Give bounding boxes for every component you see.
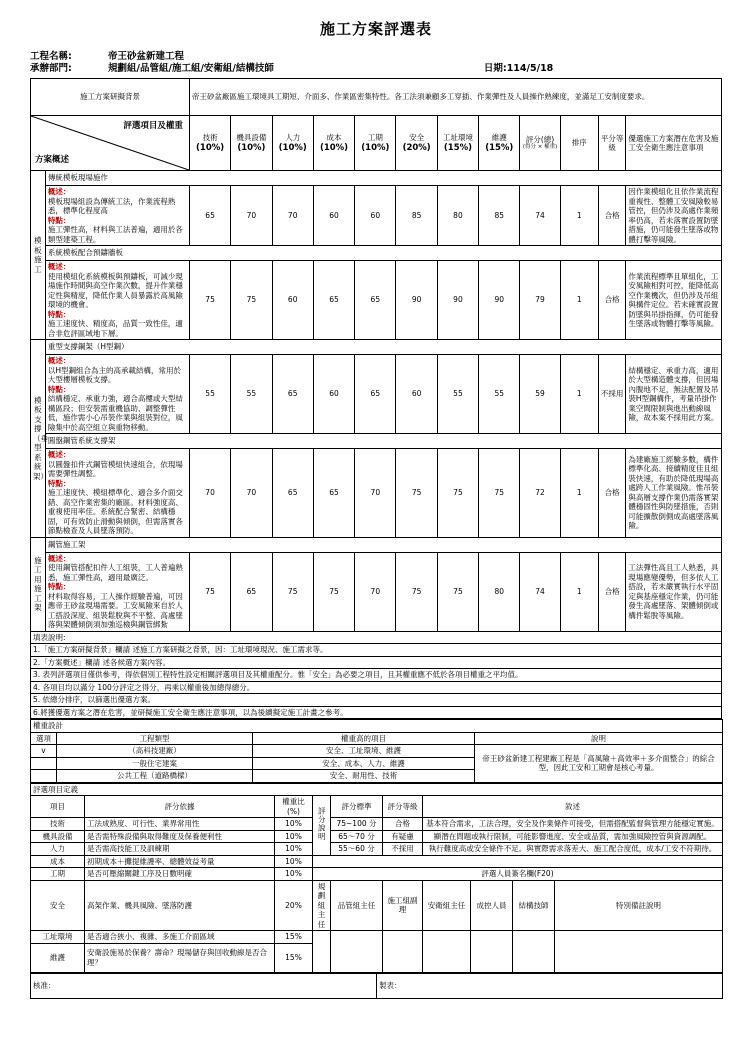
criterion-weight-pct: 15%	[275, 931, 313, 944]
column-header-project-type: 工程類型	[57, 732, 253, 745]
score-cell: 75	[231, 261, 272, 340]
score-cell: 75	[189, 552, 230, 631]
table-row	[31, 745, 723, 758]
background-text: 帝王砂盆廠區施工環境具工期短、介面多、作業區密集特性。各工法須兼顧多工穿插、作業彈性及人員操作熟練度，並滿足工安制度要求。	[189, 79, 721, 116]
criterion-weight: (20%)	[402, 142, 431, 153]
criterion-weight: (10%)	[237, 142, 266, 153]
criterion-header-cost	[313, 116, 354, 171]
score-cell: 60	[355, 186, 396, 246]
grade-cell: 合格	[598, 552, 626, 631]
high-weight-items-cell: 安全、工址環境、維護	[253, 745, 475, 758]
criterion-item: 機具設備	[31, 830, 85, 843]
criteria-definition-table	[30, 783, 723, 973]
criteria-axis-label: 評選項目及權重	[123, 121, 183, 131]
criteria-header-row	[31, 116, 722, 171]
score-cell: 75	[479, 449, 520, 538]
rank-cell: 1	[560, 355, 598, 434]
feature-text: 施工速度快、精度高，品質一致性佳，適合非危評區域地下層。	[47, 319, 183, 338]
notes-cell: 結構穩定、承重力高，適用於大型構造體支撐，但因場內腹地不足，無法配置及吊裝H型鋼構件，考量吊掛作業空間限制與進出動線風險，故本案不採用此方案。	[626, 355, 722, 434]
criterion-name: 工址環境	[442, 133, 473, 142]
criterion-weight: (15%)	[443, 142, 473, 153]
criteria-definition-header-row	[31, 796, 723, 818]
score-cell: 75	[396, 449, 437, 538]
department-row	[30, 63, 722, 75]
project-name-label: 工程名稱:	[30, 51, 72, 62]
instruction-row	[31, 681, 722, 694]
signatures-entry-row	[31, 931, 723, 944]
score-cell: 70	[355, 552, 396, 631]
criterion-item: 技術	[31, 818, 85, 831]
score-cell: 65	[189, 186, 230, 246]
signature-field-cost[interactable]	[471, 931, 513, 973]
score-cell: 90	[437, 261, 478, 340]
grade-cell: 不採用	[598, 355, 626, 434]
feature-text: 結構穩定、承重力強，適合高樓或大型結構區段；但安裝需重機協助、調整彈性低，施作需小心吊裝作業與組裝對位，風險集中於高空組立與重物移動。	[47, 394, 183, 432]
criterion-item: 成本	[31, 855, 85, 868]
score-cell: 60	[313, 186, 354, 246]
table-row	[31, 449, 722, 538]
column-header-basis: 評分依據	[85, 796, 275, 818]
criterion-weight-pct: 15%	[275, 943, 313, 972]
instruction-item: 2.「方案概述」欄請 述各候選方案內容。	[31, 656, 722, 669]
alternative-title: 圓盤鋼管系統支撐架	[45, 434, 721, 449]
criterion-item: 工址環境	[31, 931, 85, 944]
criterion-weight-pct: 10%	[275, 855, 313, 868]
overview-tag: 概述：	[47, 356, 71, 365]
criterion-weight-pct: 20%	[275, 880, 313, 931]
score-cell: 75	[313, 552, 354, 631]
criterion-name: 維護	[491, 133, 507, 142]
total-score-cell: 74	[520, 552, 560, 631]
project-type-cell: 公共工程（道路橋樑）	[57, 770, 253, 783]
instruction-item: 3. 表列評選項目僅供參考，得依個別工程特性設定相關評選項目及其權重配分。惟「安全」為必要之項目，且其權重應不低於各項目權重之平均值。	[31, 669, 722, 682]
score-cell: 70	[355, 449, 396, 538]
column-header-high-weight-items: 權重高的項目	[253, 732, 475, 745]
option-checkmark[interactable]	[31, 757, 57, 770]
rank-cell: 1	[560, 186, 598, 246]
signature-header-construction: 施工組副理	[383, 880, 423, 931]
total-score-cell: 74	[520, 186, 560, 246]
signature-field-remarks[interactable]	[555, 931, 723, 973]
score-cell: 75	[437, 552, 478, 631]
instructions-title-row	[31, 631, 722, 644]
table-row	[31, 186, 722, 246]
footer-row	[31, 973, 723, 998]
score-cell: 80	[437, 186, 478, 246]
overview-text: 使用鋼管搭配扣件人工組裝，工人普遍熟悉，施工彈性高，適用最廣泛。	[47, 563, 183, 582]
overview-tag: 概述：	[47, 450, 71, 459]
alternative-description	[45, 186, 189, 246]
alternative-title: 系統模板配合預鑄牆板	[45, 246, 721, 261]
criterion-header-site	[437, 116, 478, 171]
score-cell: 65	[272, 449, 313, 538]
score-cell: 75	[437, 449, 478, 538]
signature-header-planning: 規劃組主任	[313, 880, 331, 931]
alternative-name-row	[31, 434, 722, 449]
feature-tag: 特點：	[47, 478, 71, 488]
feature-tag: 特點：	[47, 309, 71, 319]
column-header-score-grade: 評分等級	[383, 796, 423, 818]
alternative-description	[45, 261, 189, 340]
feature-text: 材料取得容易，工人操作經驗普遍，可因應帝王砂盆現場需要。工安風險來自於人工搭設深度、組裝鬆脫與不平整、高處墜落與架體傾倒須加強巡檢與鋼管綁紮	[47, 591, 183, 629]
score-desc-cell: 執行難度高或安全條件不足。與實際需求落差大、施工配合度低，成本/工安不符期待。	[423, 843, 723, 856]
high-weight-items-cell: 安全、耐用性、技術	[253, 770, 475, 783]
signature-field-planning[interactable]	[313, 931, 331, 973]
score-cell: 85	[396, 186, 437, 246]
score-cell: 55	[231, 355, 272, 434]
overview-text: 模板現場組設為傳統工法，作業流程熟悉，標準化程度高	[47, 196, 176, 215]
grade-cell: 合格	[598, 449, 626, 538]
grade-cell: 合格	[598, 261, 626, 340]
instruction-item: 1.「施工方案研擬背景」欄請 述施工方案研擬之背景，因：工址環境現況、施工需求等。	[31, 644, 722, 657]
score-cell: 80	[479, 552, 520, 631]
criterion-name: 技術	[202, 133, 218, 142]
weight-design-title: 權重設計	[31, 720, 723, 733]
category-label-scaffold: 施工用施工架	[31, 537, 46, 631]
criteria-diagonal-header	[31, 116, 190, 171]
rank-cell: 1	[560, 449, 598, 538]
project-name-value: 帝王砂盆新建工程	[108, 51, 185, 62]
score-cell: 90	[396, 261, 437, 340]
alternative-name-row	[31, 340, 722, 355]
project-name-row	[30, 51, 722, 63]
score-cell: 65	[355, 355, 396, 434]
score-cell: 55	[189, 355, 230, 434]
table-row	[31, 843, 723, 856]
instruction-item: 5. 依總分排序，以篩選出優選方案。	[31, 694, 722, 707]
criterion-header-manpower	[272, 116, 313, 171]
criterion-basis: 初期成本＋攤提維護率、總體效益考量	[85, 855, 275, 868]
alternative-description	[45, 449, 189, 538]
signatures-header-row	[31, 880, 723, 931]
notes-cell: 作業流程標準且單組化，工安風險相對可控，能降低高空作業機次，但仍涉及吊組與構件定位。若未確實設置防墜與吊掛指揮，仍可能發生墜落或物體打擊等風險。	[626, 261, 722, 340]
signatures-title: 評選人員簽名欄(F20)	[313, 868, 723, 881]
score-range-cell: 65～70 分	[331, 830, 383, 843]
criterion-basis: 工法成熟度、可行性、業界常用性	[85, 818, 275, 831]
notes-cell: 工法彈性高且工人熟悉，具現場應變優勢，但多依人工搭設，若未嚴實執行水平固定與基座穩定作業，仍可能發生高處墜落、架體傾倒或構件鬆脫等風險。	[626, 552, 722, 631]
instruction-row	[31, 644, 722, 657]
total-score-cell: 59	[520, 355, 560, 434]
date-value: 日期:114/5/18	[483, 63, 554, 74]
score-desc-cell: 顯潛在問題或執行限制，可能影響進度、安全或品質，需加強風險控管與資源調配。	[423, 830, 723, 843]
instruction-item: 4. 各項目均以滿分 100分評定之得分，再乘以權重後加總得總分。	[31, 681, 722, 694]
table-row	[31, 818, 723, 831]
weight-design-header-row	[31, 732, 723, 745]
score-cell: 70	[272, 186, 313, 246]
score-cell: 75	[396, 552, 437, 631]
criterion-header-duration	[355, 116, 396, 171]
overview-text: 以圓盤扣件式鋼管模組快速組合，依現場需要彈性調整。	[47, 459, 183, 478]
criterion-weight: (10%)	[196, 142, 225, 153]
footer-signature-table	[30, 973, 723, 999]
criterion-basis: 是否需高技能工及訓練期	[85, 843, 275, 856]
criteria-definition-title-row	[31, 783, 723, 796]
signatures-title-row	[31, 868, 723, 881]
score-cell: 60	[272, 261, 313, 340]
document-meta	[30, 51, 722, 75]
criterion-basis: 是否適合狹小、複雜、多施工介面區域	[85, 931, 275, 944]
criterion-weight: (10%)	[319, 142, 349, 153]
instructions-title: 填表說明:	[31, 631, 722, 644]
score-range-cell: 55～60 分	[331, 843, 383, 856]
criterion-name: 人力	[285, 133, 301, 142]
signature-header-structural: 結構技師	[513, 880, 555, 931]
score-grade-cell: 合格	[383, 818, 423, 831]
signature-field-safety[interactable]	[423, 931, 471, 973]
criterion-header-maintenance	[479, 116, 520, 171]
signature-header-cost: 成控人員	[471, 880, 513, 931]
column-header-option: 選項	[31, 732, 57, 745]
feature-text: 施工彈性高，材料與工法普遍，適用於各類型建築工程。	[47, 225, 183, 244]
criterion-name: 安全	[409, 133, 425, 142]
signature-field-construction[interactable]	[383, 931, 423, 973]
total-label: 評分(總)	[525, 134, 555, 144]
criterion-header-notes: 優選施工方案潛在危害及施工安全衛生應注意事項	[626, 116, 722, 171]
page-title: 施工方案評選表	[319, 20, 432, 38]
criterion-name: 機具設備	[236, 133, 267, 142]
criterion-item: 維護	[31, 943, 85, 972]
column-header-description: 說明	[475, 732, 723, 745]
overview-tag: 概述：	[47, 553, 71, 563]
alternative-title: 傳統模板現場施作	[45, 171, 721, 186]
grade-cell: 合格	[598, 186, 626, 246]
score-cell: 55	[437, 355, 478, 434]
score-cell: 85	[479, 186, 520, 246]
notes-cell: 因作業模組化且依作業流程重複性、整體工安風險較易管控，但仍涉及高處作業頻率仍高，若未落實設置防墜措施，仍可能發生墜落或物體打擊等風險。	[626, 186, 722, 246]
column-header-weight-pct: 權重比(%)	[275, 796, 313, 818]
score-range-cell: 75~100 分	[331, 818, 383, 831]
category-label-formwork: 模板施工	[31, 171, 46, 340]
weight-design-note: 帝王砂盆新建工程建廠工程是「高風險＋高效率＋多介面整合」的綜合型，因此工安和工期會是核心考量。	[475, 745, 723, 783]
signature-header-qc: 品管組主任	[331, 880, 383, 931]
score-legend-label-text: 評分說明	[317, 807, 327, 841]
score-cell: 90	[479, 261, 520, 340]
criterion-header-rank: 排序	[560, 116, 598, 171]
score-cell: 55	[479, 355, 520, 434]
prepare-field[interactable]: 製表：	[377, 973, 723, 998]
score-grade-cell: 不採用	[383, 843, 423, 856]
criterion-basis: 高架作業、機具風險、墜落防護	[85, 880, 275, 931]
department-value: 規劃組/品管組/施工組/安衛組/結構技師	[108, 63, 274, 74]
high-weight-items-cell: 安全、成本、人力、維護	[253, 757, 475, 770]
instruction-row	[31, 656, 722, 669]
table-row	[31, 855, 723, 868]
table-row	[31, 261, 722, 340]
criterion-weight-pct: 10%	[275, 818, 313, 831]
category-label-shoring: 模板支撐（垂型系統架）	[31, 340, 46, 538]
score-cell: 75	[272, 552, 313, 631]
alternative-name-row	[31, 537, 722, 552]
evaluation-table	[30, 78, 722, 719]
alternative-description	[45, 355, 189, 434]
feature-tag: 特點：	[47, 215, 71, 225]
score-cell: 75	[189, 261, 230, 340]
overview-text: 以H型鋼組合為主的高承載結構，常用於大型樓層模板支撐。	[47, 365, 181, 384]
total-score-cell: 79	[520, 261, 560, 340]
signature-header-safety: 安衛組主任	[423, 880, 471, 931]
score-cell: 70	[231, 186, 272, 246]
criterion-header-safety	[396, 116, 437, 171]
alternative-name-row	[31, 171, 722, 186]
criterion-weight: (10%)	[278, 142, 307, 153]
column-header-score-range: 評分標準	[331, 796, 383, 818]
criterion-weight-pct: 10%	[275, 830, 313, 843]
score-cell: 70	[231, 449, 272, 538]
project-type-cell: （高科技建廠）	[57, 745, 253, 758]
instruction-row	[31, 669, 722, 682]
feature-tag: 特點：	[47, 582, 71, 591]
alternative-description	[45, 552, 189, 631]
score-cell: 65	[313, 261, 354, 340]
column-header-score-desc: 敘述	[423, 796, 723, 818]
background-row	[31, 79, 722, 116]
signature-field-qc[interactable]	[331, 931, 383, 973]
department-label: 承辦部門:	[30, 63, 72, 74]
signature-header-remarks: 特別備註說明	[555, 880, 723, 931]
instruction-row	[31, 706, 722, 719]
alternative-axis-label: 方案概述	[35, 154, 70, 165]
rank-cell: 1	[560, 552, 598, 631]
overview-tag: 概述：	[47, 262, 71, 271]
criterion-basis: 安衛設施易於保養？壽命？現場儲存與回收動線是否合理？	[85, 943, 275, 972]
option-checkmark[interactable]	[31, 770, 57, 783]
score-cell: 60	[313, 355, 354, 434]
approve-field[interactable]: 核准：	[31, 973, 377, 998]
weight-design-title-row	[31, 720, 723, 733]
criterion-name: 成本	[326, 133, 342, 142]
score-cell: 65	[355, 261, 396, 340]
table-row	[31, 355, 722, 434]
criterion-header-total	[520, 116, 560, 171]
table-row	[31, 830, 723, 843]
criterion-item: 人力	[31, 843, 85, 856]
alternative-name-row	[31, 246, 722, 261]
total-score-cell: 72	[520, 449, 560, 538]
weight-design-table	[30, 719, 723, 783]
criterion-weight-pct: 10%	[275, 843, 313, 856]
criterion-name: 工期	[367, 133, 383, 142]
table-row	[31, 552, 722, 631]
total-formula: (得分 × 權重)	[522, 144, 558, 151]
criterion-item: 工期	[31, 868, 85, 881]
option-checkmark[interactable]: v	[31, 745, 57, 758]
score-cell: 60	[396, 355, 437, 434]
column-header-item: 項目	[31, 796, 85, 818]
score-cell: 65	[231, 552, 272, 631]
score-cell: 65	[272, 355, 313, 434]
instruction-row	[31, 694, 722, 707]
criterion-weight-pct: 10%	[275, 868, 313, 881]
score-desc-cell: 基本符合需求，工法合理，安全及作業條件可接受，但需搭配監督與管理方能穩定實施。	[423, 818, 723, 831]
score-legend-vertical-label	[313, 796, 331, 856]
criterion-weight: (15%)	[485, 142, 514, 153]
criteria-definition-title: 評選項目定義	[31, 783, 723, 796]
signature-field-structural[interactable]	[513, 931, 555, 973]
overview-text: 使用模組化系統模板與預鑄板，可減少現場施作時間與高空作業次數，提升作業穩定性與精度，降低作業人員暴露於高風險環境的機會。	[47, 271, 183, 309]
overview-tag: 概述：	[47, 187, 71, 196]
criterion-header-technique	[189, 116, 230, 171]
criterion-weight: (10%)	[361, 142, 390, 153]
notes-cell: 為建廠施工經驗多數，構件標準化高、接續精度佳且組裝快速，有助於降低現場高處跨人工作業風險。惟吊裝與高層支撐作業仍需落實架體穩固性與防墜措施，否則可能擴散倒側成高處墜落風險。	[626, 449, 722, 538]
alternative-title: 重型支撐鋼架（H型鋼）	[45, 340, 721, 355]
criterion-item: 安全	[31, 880, 85, 931]
background-label: 施工方案研擬背景	[31, 79, 190, 116]
score-cell: 65	[313, 449, 354, 538]
rank-cell: 1	[560, 261, 598, 340]
criterion-header-grade: 平分等級	[598, 116, 626, 171]
instruction-item: 6.將獲優選方案之潛在危害，並研擬施工安全衛生應注意事項，以為後續擬定施工計畫之參考。	[31, 706, 722, 719]
feature-text: 施工速度快、模組標準化、適合多介面交錯、高空作業密集的廠區。材料強度高、重複使用率佳。系統配合緊密、結構穩固，可有效防止滑動與傾倒，但需落實各節點檢查及人員墜落預防。	[47, 488, 183, 535]
score-grade-cell: 有疑慮	[383, 830, 423, 843]
criterion-basis: 是否需特殊設備與取得難度及保養便利性	[85, 830, 275, 843]
criterion-header-equipment	[231, 116, 272, 171]
feature-tag: 特點：	[47, 384, 71, 394]
score-cell: 70	[189, 449, 230, 538]
alternative-title: 鋼管施工架	[45, 537, 721, 552]
project-type-cell: 一般住宅建案	[57, 757, 253, 770]
criterion-basis: 是否可壓縮關鍵工序及日數明確	[85, 868, 275, 881]
